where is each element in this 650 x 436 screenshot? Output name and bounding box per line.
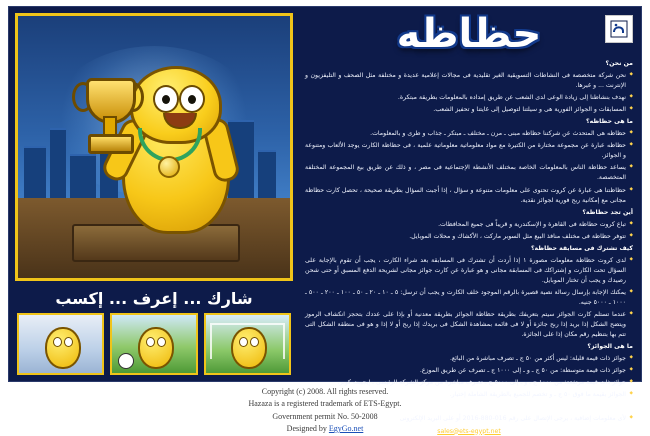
mascot-eye <box>179 85 205 113</box>
thumbnail-item[interactable] <box>110 313 197 375</box>
footer-trademark: Hazaza is a registered trademark of ETS-Egypt. <box>248 399 402 409</box>
thumbnail-item[interactable] <box>17 313 104 375</box>
section-item: ◆ المسابقات و الجوائز الفورية هى و سيلتنا لتوصيل إلى غايتنا و تحفيز الشعب. <box>305 105 633 115</box>
section-item: ◆ لدى كروت حظاظة معلومات مصورة ١ إذا أردت أن تشترك فى المسابقة بعد شراء الكارت ، يجب أن تقوم بالإجابة على السؤال تحت الكارت و إشتراكك فى المسابقة مجانى و هو عبارة عن كارت جوائز مجانى لشريحة الدفع المسبق أو حتى شحن رصيدك و يجب أن تختار الموبايل. <box>305 256 633 286</box>
footer-designer-prefix: Designed by <box>286 424 329 434</box>
info-body <box>301 59 637 425</box>
mascot-eye <box>153 85 179 113</box>
soccer-ball-icon <box>118 353 134 369</box>
mascot-eye <box>239 337 248 347</box>
section-item: ◆ تتوفر حظاظة فى مختلف منافذ البيع مثل السوبر ماركت ، الأكشاك و محلات الموبايل. <box>305 232 633 242</box>
hazaza-glyph-icon <box>610 20 628 38</box>
section-heading: ما هى حظاظه؟ <box>586 118 633 126</box>
mascot-eye <box>250 337 259 347</box>
mascot-pupil <box>162 95 170 104</box>
section-heading: إتصل بنا: <box>605 403 633 411</box>
trophy-base <box>88 134 134 154</box>
section-item: ◆ يساعد حظاظة الناس بالمعلومات الخاصة بمختلف الأنشطة الإجتماعية فى مصر ، و ذلك عن طريق بيع المجموعة المختلفة المتخصصة. <box>305 163 633 183</box>
tagline: شارك ... إعرف ... إكسب <box>55 289 253 308</box>
building <box>258 150 276 200</box>
footer-designer <box>0 423 650 435</box>
mascot-character <box>114 66 232 234</box>
section-item: ◆ لأى معلومات إضافية ، يرجى الإتصال على رقم 016-880-2016 أو على البريد الإلكترونى <box>305 414 633 424</box>
section-item: ◆ الجوائز بقيمة ما فوق ٥٠ ج ـ و تخصم للجميع بالطريقة الشاملة إختيار. <box>305 390 633 400</box>
section-heading: كيف تشترك فى مسابقة حظاظة؟ <box>530 244 633 252</box>
section-item: ◆ تباع كروت حظاظة فى القاهرة و الإسكندرية و قريباً فى جميع المحافظات. <box>305 220 633 230</box>
mascot-eye <box>53 337 62 347</box>
building <box>24 146 46 200</box>
hazaza-mark-icon <box>605 15 633 43</box>
medal-icon <box>158 156 180 178</box>
building <box>50 128 66 200</box>
section-item: ◆ يمكنك الإجابة بإرسال رسالة نصية قصيرة بالرقم الموجود خلف الكارت و يجب أن ترسل: ٥ ـ ١٠ ـ ٢٠ ـ ٥٠ ـ ١٠٠ ـ ٢٠٠ ـ ٥٠٠ ـ ١٠٠٠ ـ ٥٠٠٠ جنيه. <box>305 288 633 308</box>
section-item: ◆ نحن شركة متخصصة فى النشاطات التسويقية الغير تقليدية فى مجالات إعلامية عديدة و مختلفة مثل الصحف و التليفزيون و الإنترنت ... و غيرها. <box>305 71 633 91</box>
section-item: ◆ حظاظتنا هى عبارة عن كروت تحتوى على معلومات متنوعة و سؤال ، إذا أجبت السؤال بطريقة صحيحة ، تحصل كارت حظاظة مجانى مع إمكانية ربح فورية لجوائز نقدية. <box>305 186 633 206</box>
section-item: ◆ جوائز ذات قيمة قليلة: ليس أكثر من ٥٠ ج ـ تصرف مباشرة من البائع. <box>305 354 633 364</box>
footer <box>0 386 650 436</box>
section-item: ◆ حظاظه هى المتحدث عن شركتنا حظاظه مبنى ـ مرن ـ مختلف ـ مبتكر ـ جذاب و طرى و بالمعلومات. <box>305 129 633 139</box>
mascot-thumb <box>138 327 174 369</box>
mascot-mouth <box>163 113 197 129</box>
thumbnail-strip <box>17 313 291 375</box>
contact-email-link[interactable]: sales@ets-egypt.net <box>437 427 501 435</box>
trophy-icon <box>80 70 136 162</box>
thumbnail-item[interactable] <box>204 313 291 375</box>
section-heading: أين تجد حظاظة؟ <box>582 208 633 216</box>
brand-logo: حظاظه <box>396 11 542 57</box>
section-item: ◆ عندما تستلم كارت الجوائز سيتم بتعريفك بطريقة حظاظة الجوائز بطريقة معدنية أو بإذا على عددك بتحجز انكشاف الرموز ويتضح الشكل إذا بريد إذا ربح جائزة أو لا فى قائمة بمشاهدة الشكل فى بريدك إذا ربح أو لا إذا و هو فى منطقة الشكل التى تتم بها بتنظيم رقم مكان إذا على الجائزة. <box>305 310 633 340</box>
section-item: ◆ جوائز ذات قيمة مرتفعة: من ١٠٠٠ ج ـ و ـ إلى ٥٠٠٠ ج ـ تصرف مباشرة من مركز الشركة الرئيسى ـ إيجيبت كوبر. <box>305 378 633 388</box>
footer-copyright: Copyright (c) 2008. All rights reserved. <box>261 387 389 396</box>
mascot-thumb <box>231 327 267 369</box>
mascot-eye <box>157 337 166 347</box>
mascot-thumb <box>45 327 81 369</box>
mascot-pupil <box>188 95 196 104</box>
footer-permit: Government permit No. 50-2008 <box>272 411 378 421</box>
designer-link[interactable]: EgyGo.net <box>328 424 364 434</box>
section-item: ◆ جوائز ذات قيمة متوسطة: من ٥٠ ج ـ و ـ إلى ١٠٠٠ ج ـ تصرف عن طريق الموزع. <box>305 366 633 376</box>
mascot-illustration <box>15 13 293 281</box>
section-heading: من نحن؟ <box>605 60 633 67</box>
section-item: ◆ نهدف بنشاطنا إلى زيادة الوعى لدى الشعب عن طريق إمداده بالمعلومات بطريقة مبتكرة. <box>305 93 633 103</box>
mascot-eye <box>64 337 73 347</box>
section-item: ◆ حظاظه عبارة عن مجموعة مختارة من الكتيرة مع مواد معلوماتية معلوماتية علمية ، فى حظاظة الكارت يوجد الألعاب ومتنوعة و الجوائز. <box>305 141 633 161</box>
section-heading: ما هى الجوائز؟ <box>587 343 633 351</box>
mascot-eye <box>146 337 155 347</box>
